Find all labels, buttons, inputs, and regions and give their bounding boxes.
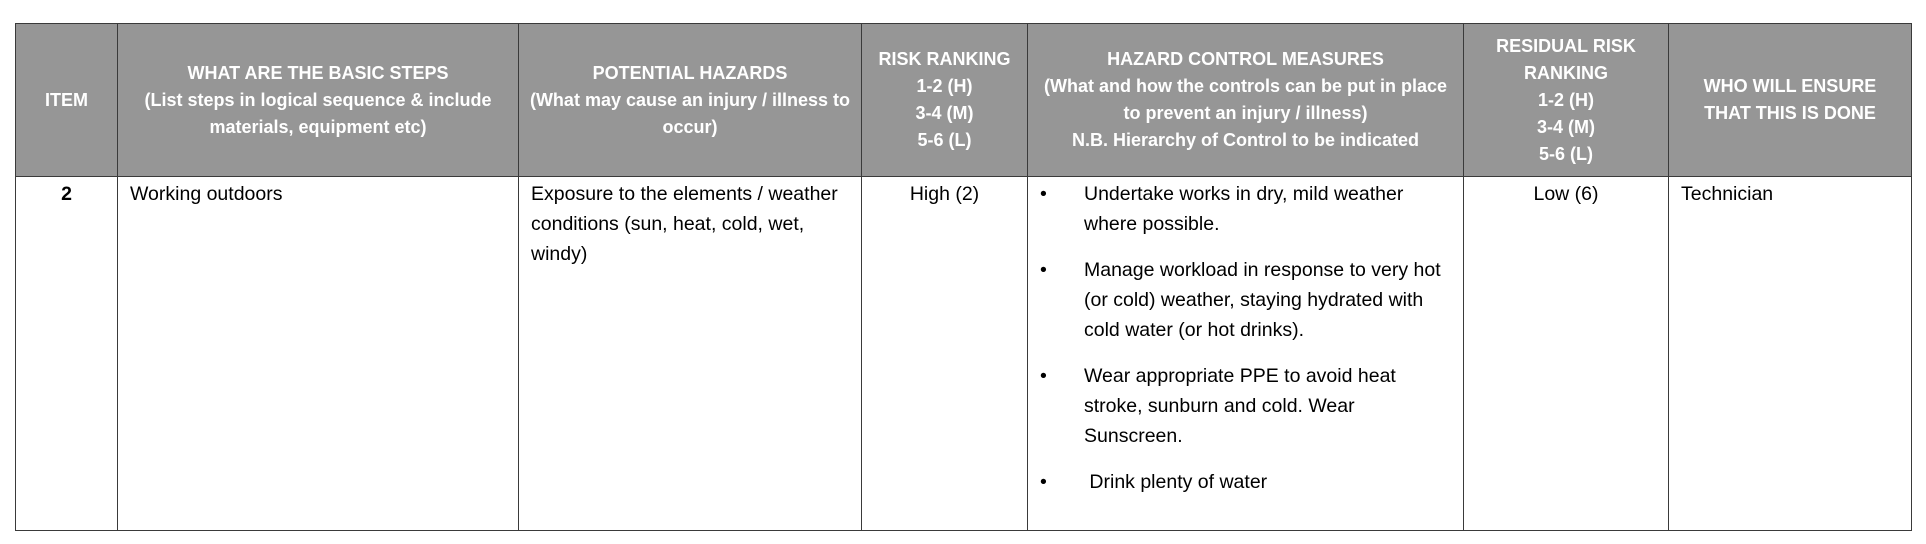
control-measures-list (1040, 179, 1451, 497)
header-line: RESIDUAL RISK (1496, 35, 1636, 56)
control-measure-text: Manage workload in response to very hot (or cold) weather, staying hydrated with cold water (or hot drinks). (1084, 259, 1441, 341)
header-line: (What may cause an injury / illness to (529, 89, 851, 110)
bullet-icon: • (1040, 471, 1047, 493)
header-risk-ranking (862, 24, 1028, 177)
header-basic-steps (118, 24, 519, 177)
header-residual-risk-ranking (1464, 24, 1669, 177)
control-measure-text: Undertake works in dry, mild weather where possible. (1084, 183, 1404, 235)
header-line: (List steps in logical sequence & include (144, 89, 492, 110)
header-line: POTENTIAL HAZARDS (592, 62, 788, 83)
header-line: THAT THIS IS DONE (1704, 103, 1876, 123)
list-item (1040, 255, 1451, 345)
residual-risk-ranking-cell: Low (6) (1464, 177, 1669, 531)
bullet-icon: • (1040, 259, 1047, 281)
control-measures-cell (1028, 177, 1464, 531)
header-line: 3-4 (M) (915, 103, 974, 123)
potential-hazard-cell: Exposure to the elements / weather conditions (sun, heat, cold, wet, windy) (519, 177, 862, 531)
header-line: HAZARD CONTROL MEASURES (1107, 49, 1384, 69)
bullet-icon: • (1040, 365, 1047, 387)
risk-ranking-cell: High (2) (862, 177, 1028, 531)
header-line: RANKING (1524, 62, 1608, 83)
header-line: WHO WILL ENSURE (1703, 76, 1877, 96)
list-item (1040, 467, 1451, 497)
header-line: N.B. Hierarchy of Control to be indicated (1071, 130, 1420, 150)
header-row (16, 24, 1912, 177)
item-number-cell: 2 (16, 177, 118, 531)
list-item (1040, 179, 1451, 239)
bullet-icon: • (1040, 183, 1047, 205)
header-hazard-control-measures (1028, 24, 1464, 177)
header-item (16, 24, 118, 177)
header-line: (What and how the controls can be put in place (1043, 76, 1448, 96)
header-line: occur) (662, 116, 718, 137)
table-row (16, 177, 1912, 531)
list-item (1040, 361, 1451, 451)
header-line: 5-6 (L) (917, 130, 972, 150)
control-measure-text: Drink plenty of water (1084, 471, 1268, 493)
header-line: 1-2 (H) (1537, 89, 1594, 110)
control-measure-text: Wear appropriate PPE to avoid heat stroke, sunburn and cold. Wear Sunscreen. (1084, 365, 1396, 447)
header-line: 1-2 (H) (916, 76, 973, 96)
header-line: 3-4 (M) (1537, 116, 1595, 137)
basic-step-cell: Working outdoors (118, 177, 519, 531)
header-who-will-ensure (1669, 24, 1912, 177)
responsible-person-cell: Technician (1669, 177, 1912, 531)
header-line: 5-6 (L) (1539, 143, 1593, 164)
header-line: ITEM (45, 89, 88, 110)
risk-assessment-table (15, 23, 1912, 531)
header-line: materials, equipment etc) (209, 116, 427, 137)
header-line: RISK RANKING (878, 49, 1011, 69)
header-line: to prevent an injury / illness) (1123, 103, 1368, 123)
header-potential-hazards (519, 24, 862, 177)
header-line: WHAT ARE THE BASIC STEPS (187, 62, 449, 83)
